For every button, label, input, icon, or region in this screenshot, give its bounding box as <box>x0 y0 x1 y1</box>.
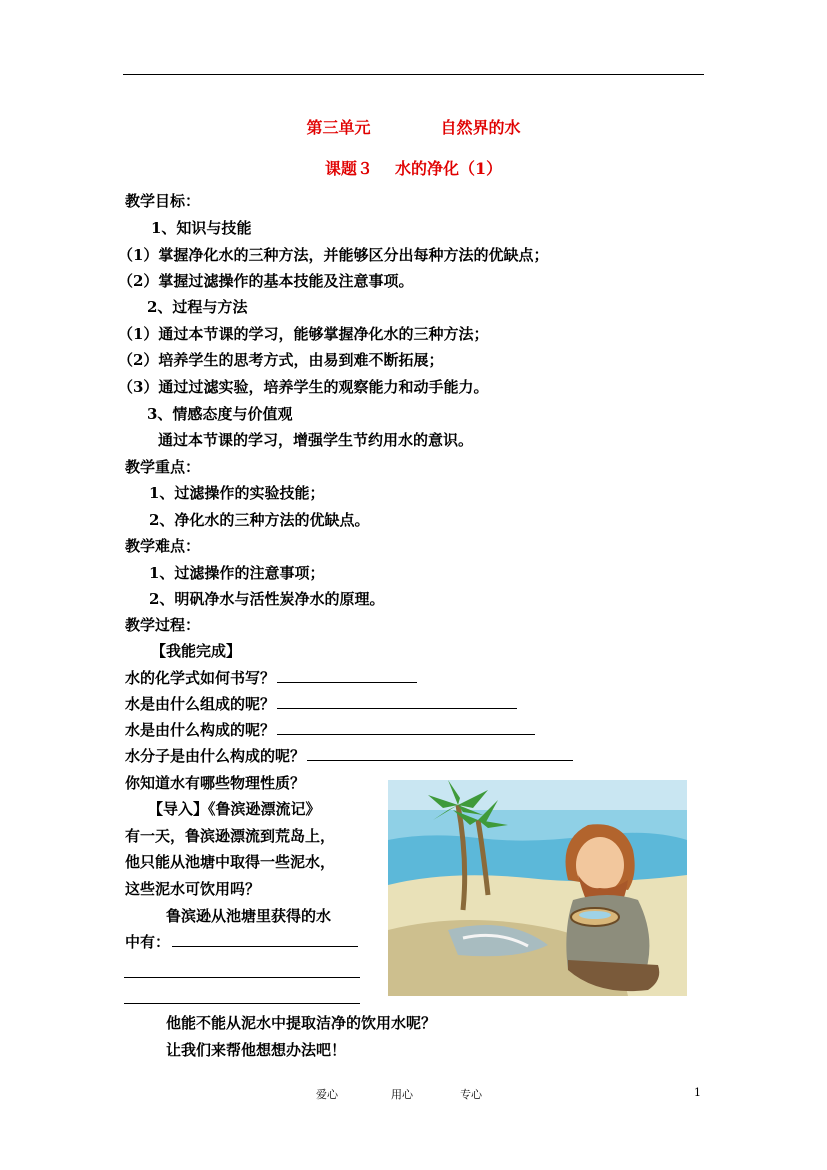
closing-line-1: 他能不能从泥水中提取洁净的饮用水呢？ <box>166 1014 437 1032</box>
process-method-heading: 2、过程与方法 <box>147 298 248 316</box>
process-item-2: （2）培养学生的思考方式，由易到难不断拓展； <box>118 351 444 369</box>
question-2-text: 水是由什么组成的呢？ <box>125 695 276 713</box>
story-line-5 <box>125 932 358 952</box>
question-4 <box>125 746 573 766</box>
question-1-text: 水的化学式如何书写？ <box>125 669 276 687</box>
difficulty-1: 1、过滤操作的注意事项； <box>149 564 325 582</box>
knowledge-item-2: （2）掌握过滤操作的基本技能及注意事项。 <box>118 272 414 290</box>
unit-label: 第三单元 <box>306 118 371 137</box>
question-5: 你知道水有哪些物理性质？ <box>125 774 306 792</box>
objectives-heading: 教学目标： <box>125 192 201 210</box>
story-line-1: 有一天，鲁滨逊漂流到荒岛上， <box>125 827 336 845</box>
header-rule <box>123 74 704 75</box>
section-label: 【我能完成】 <box>151 642 242 660</box>
castaway-illustration <box>388 780 687 996</box>
story-line-5-text: 中有： <box>125 933 171 951</box>
answer-blank-2[interactable] <box>277 694 517 709</box>
story-line-2: 他只能从池塘中取得一些泥水， <box>125 853 336 871</box>
lesson-name: 水的净化（1） <box>394 159 503 178</box>
lesson-title <box>0 156 827 179</box>
answer-blank-3[interactable] <box>277 720 535 735</box>
question-1 <box>125 668 417 688</box>
key-point-2: 2、净化水的三种方法的优缺点。 <box>149 511 370 529</box>
answer-blank-1[interactable] <box>277 668 417 683</box>
key-point-1: 1、过滤操作的实验技能； <box>149 484 325 502</box>
story-line-3: 这些泥水可饮用吗？ <box>125 880 261 898</box>
emotion-heading: 3、情感态度与价值观 <box>147 405 293 423</box>
closing-line-2: 让我们来帮他想想办法吧！ <box>166 1041 347 1059</box>
process-heading: 教学过程： <box>125 616 201 634</box>
answer-rule-6[interactable] <box>124 977 360 978</box>
question-4-text: 水分子是由什么构成的呢？ <box>125 747 306 765</box>
intro-label: 【导入】《鲁滨逊漂流记》 <box>148 800 321 818</box>
footer-word-2: 用心 <box>391 1088 413 1101</box>
process-item-1: （1）通过本节课的学习，能够掌握净化水的三种方法； <box>118 325 489 343</box>
question-2 <box>125 694 517 714</box>
footer-word-1: 爱心 <box>316 1088 338 1101</box>
knowledge-heading: 1、知识与技能 <box>151 219 252 237</box>
emotion-item-1: 通过本节课的学习，增强学生节约用水的意识。 <box>158 431 474 449</box>
footer-word-3: 专心 <box>460 1088 482 1101</box>
unit-title <box>0 115 827 138</box>
answer-blank-4[interactable] <box>307 746 573 761</box>
question-3 <box>125 720 535 740</box>
process-item-3: （3）通过过滤实验，培养学生的观察能力和动手能力。 <box>118 378 489 396</box>
answer-blank-5[interactable] <box>172 932 358 947</box>
knowledge-item-1: （1）掌握净化水的三种方法，并能够区分出每种方法的优缺点； <box>118 246 549 264</box>
story-line-4: 鲁滨逊从池塘里获得的水 <box>166 907 332 925</box>
key-points-heading: 教学重点： <box>125 458 201 476</box>
page-number: 1 <box>694 1086 701 1099</box>
difficulty-2: 2、明矾净水与活性炭净水的原理。 <box>149 590 385 608</box>
question-3-text: 水是由什么构成的呢？ <box>125 721 276 739</box>
unit-name: 自然界的水 <box>440 118 521 137</box>
lesson-label: 课题３ <box>324 159 373 178</box>
answer-rule-7[interactable] <box>124 1003 360 1004</box>
difficulties-heading: 教学难点： <box>125 537 201 555</box>
